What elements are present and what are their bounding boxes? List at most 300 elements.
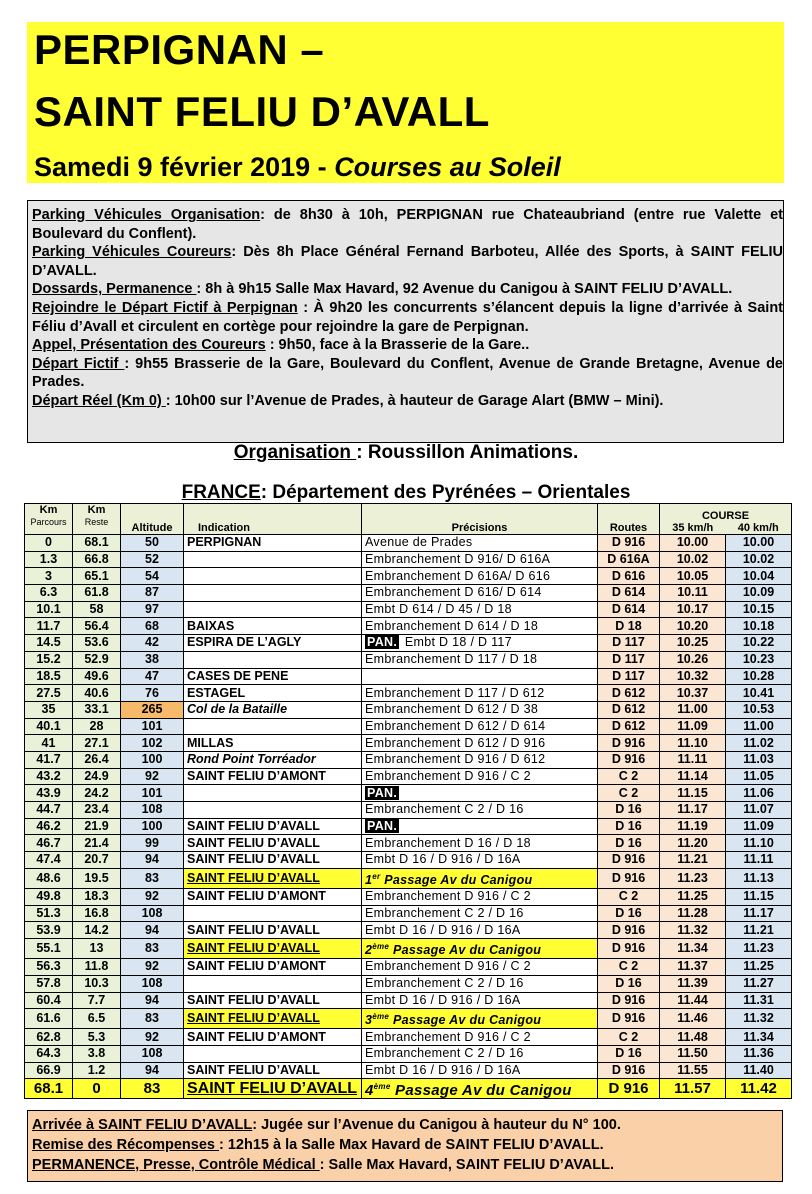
cell-precisions: [362, 668, 598, 685]
cell-route: D 916: [598, 1009, 660, 1029]
cell-km-parcours: 47.4: [25, 852, 73, 869]
cell-precisions: [362, 1046, 598, 1063]
cell-km-reste: 58: [73, 601, 121, 618]
cell-indication: [184, 568, 362, 585]
cell-route: D 614: [598, 585, 660, 602]
cell-time-35: 10.00: [660, 535, 726, 552]
cell-indication: SAINT FELIU D’AMONT: [184, 888, 362, 905]
cell-route: C 2: [598, 888, 660, 905]
cell-altitude: 50: [121, 535, 184, 552]
cell-km-parcours: 56.3: [25, 959, 73, 976]
info-text: : 10h00 sur l’Avenue de Prades, à hauteur de Garage Alart (BMW – Mini).: [165, 392, 664, 409]
header-km-top: Km: [39, 504, 58, 516]
cell-route: D 117: [598, 668, 660, 685]
cell-km-reste: 66.8: [73, 551, 121, 568]
table-row: [25, 635, 792, 652]
cell-km-reste: 11.8: [73, 959, 121, 976]
cell-route: D 117: [598, 651, 660, 668]
cell-km-reste: 21.4: [73, 835, 121, 852]
info-depart-reel: [32, 392, 783, 411]
info-text: : de 8h30 à 10h, PERPIGNAN rue Chateaubriand (entre rue Valette et Boulevard du Conflent).: [32, 207, 783, 242]
table-row: [25, 585, 792, 602]
table-row: [25, 535, 792, 552]
cell-km-parcours: 57.8: [25, 975, 73, 992]
cell-indication: Col de la Bataille: [184, 701, 362, 718]
info-text: : Dès 8h Place Général Fernand Barboteu, Allée des Sports, à SAINT FELIU D’AVALL.: [32, 244, 783, 279]
cell-altitude: 38: [121, 651, 184, 668]
cell-route: D 612: [598, 701, 660, 718]
cell-precisions: [362, 751, 598, 768]
precision-text: Embranchement C 2 / D 16: [365, 802, 524, 817]
table-row: [25, 868, 792, 888]
cell-time-40: 10.04: [726, 568, 792, 585]
cell-time-40: 11.36: [726, 1046, 792, 1063]
cell-km-parcours: 14.5: [25, 635, 73, 652]
cell-altitude: 92: [121, 888, 184, 905]
footer-permanence: [32, 1155, 782, 1175]
cell-precisions: [362, 735, 598, 752]
cell-time-40: 11.06: [726, 785, 792, 802]
cell-km-parcours: 10.1: [25, 601, 73, 618]
cell-precisions: [362, 852, 598, 869]
cell-time-35: 11.50: [660, 1046, 726, 1063]
info-text: : 9h50, face à la Brasserie de la Gare..: [265, 337, 530, 354]
table-row: [25, 905, 792, 922]
precision-text: Embranchement D 916 / C 2: [365, 768, 531, 783]
cell-km-parcours: 27.5: [25, 685, 73, 702]
footer-text: : Salle Max Havard, SAINT FELIU D’AVALL.: [319, 1157, 615, 1173]
passage-number: 4: [365, 1082, 374, 1099]
table-row: [25, 568, 792, 585]
cell-indication: SAINT FELIU D’AVALL: [184, 818, 362, 835]
cell-km-reste: 27.1: [73, 735, 121, 752]
info-appel: [32, 336, 783, 355]
cell-km-parcours: 46.7: [25, 835, 73, 852]
cell-precisions: [362, 785, 598, 802]
info-parking-organisation: [32, 206, 783, 243]
cell-altitude: 101: [121, 718, 184, 735]
table-row: [25, 768, 792, 785]
cell-route: D 612: [598, 718, 660, 735]
cell-time-40: 11.32: [726, 1009, 792, 1029]
cell-indication: SAINT FELIU D’AVALL: [184, 992, 362, 1009]
info-text: : 9h55 Brasserie de la Gare, Boulevard du Conflent, Avenue de Grande Bretagne, Avenue de Prades.: [32, 355, 783, 391]
cell-indication: SAINT FELIU D’AVALL: [184, 852, 362, 869]
cell-indication: BAIXAS: [184, 618, 362, 635]
cell-time-40: 11.34: [726, 1029, 792, 1046]
table-row: [25, 818, 792, 835]
cell-km-parcours: 44.7: [25, 802, 73, 819]
cell-route: D 612: [598, 685, 660, 702]
precision-text: Embranchement C 2 / D 16: [365, 1046, 524, 1061]
cell-altitude: 83: [121, 938, 184, 958]
cell-time-40: 11.40: [726, 1062, 792, 1079]
cell-indication: SAINT FELIU D’AMONT: [184, 959, 362, 976]
cell-km-reste: 23.4: [73, 802, 121, 819]
title-line-1: PERPIGNAN –: [34, 26, 325, 73]
info-label: Départ Réel (Km 0): [32, 392, 166, 409]
cell-km-parcours: 49.8: [25, 888, 73, 905]
cell-time-40: 10.23: [726, 651, 792, 668]
cell-km-parcours: 18.5: [25, 668, 73, 685]
cell-time-40: 11.21: [726, 922, 792, 939]
cell-km-reste: 33.1: [73, 701, 121, 718]
cell-time-40: 10.28: [726, 668, 792, 685]
cell-km-reste: 26.4: [73, 751, 121, 768]
table-row: [25, 852, 792, 869]
cell-altitude: 92: [121, 1029, 184, 1046]
cell-km-reste: 18.3: [73, 888, 121, 905]
cell-indication: MILLAS: [184, 735, 362, 752]
cell-precisions: [362, 701, 598, 718]
cell-km-parcours: 6.3: [25, 585, 73, 602]
cell-route: D 916: [598, 1062, 660, 1079]
cell-indication: [184, 601, 362, 618]
info-label: Appel, Présentation des Coureurs: [32, 337, 266, 354]
cell-km-parcours: 43.9: [25, 785, 73, 802]
cell-time-35: 11.23: [660, 868, 726, 888]
cell-altitude: 76: [121, 685, 184, 702]
cell-km-reste: 65.1: [73, 568, 121, 585]
cell-time-40: 11.42: [726, 1079, 792, 1099]
cell-time-35: 11.15: [660, 785, 726, 802]
header-40kmh: 40 km/h: [737, 522, 779, 534]
cell-km-parcours: 62.8: [25, 1029, 73, 1046]
cell-time-40: 11.15: [726, 888, 792, 905]
cell-precisions: [362, 1079, 598, 1099]
cell-indication: SAINT FELIU D’AVALL: [184, 1079, 362, 1099]
cell-km-reste: 53.6: [73, 635, 121, 652]
info-depart-fictif: [32, 355, 783, 392]
cell-km-parcours: 41.7: [25, 751, 73, 768]
cell-time-40: 11.05: [726, 768, 792, 785]
cell-altitude: 42: [121, 635, 184, 652]
header-reste: Reste: [84, 517, 109, 527]
cell-time-35: 11.14: [660, 768, 726, 785]
cell-precisions: [362, 1062, 598, 1079]
info-box: [27, 200, 784, 443]
precision-text: Embranchement D 616A/ D 616: [365, 568, 551, 583]
table-header-row: [25, 504, 792, 535]
cell-time-40: 11.31: [726, 992, 792, 1009]
info-label: Parking Véhicules Coureurs: [32, 244, 232, 261]
cell-altitude: 52: [121, 551, 184, 568]
table-row: [25, 618, 792, 635]
cell-precisions: [362, 992, 598, 1009]
cell-indication: SAINT FELIU D’AVALL: [184, 938, 362, 958]
footer-text: : Jugée sur l’Avenue du Canigou à hauteur du N° 100.: [252, 1117, 621, 1133]
cell-time-35: 10.26: [660, 651, 726, 668]
header-km-parcours: [25, 504, 73, 535]
departement-text: : Département des Pyrénées – Orientales: [260, 482, 631, 503]
header-km-reste: [73, 504, 121, 535]
cell-indication: SAINT FELIU D’AVALL: [184, 868, 362, 888]
route-table: [24, 503, 792, 1099]
cell-km-reste: 52.9: [73, 651, 121, 668]
cell-route: D 916: [598, 735, 660, 752]
cell-altitude: 108: [121, 802, 184, 819]
cell-time-35: 10.37: [660, 685, 726, 702]
cell-route: C 2: [598, 768, 660, 785]
passage-number: 3: [365, 1013, 373, 1028]
table-row: [25, 938, 792, 958]
cell-precisions: [362, 802, 598, 819]
organisation-text: : Roussillon Animations.: [356, 442, 579, 463]
cell-precisions: [362, 535, 598, 552]
table-row: [25, 601, 792, 618]
info-rejoindre: [32, 299, 783, 336]
cell-indication: Rond Point Torréador: [184, 751, 362, 768]
precision-text: Embt D 16 / D 916 / D 16A: [365, 852, 521, 867]
table-row: [25, 785, 792, 802]
cell-time-40: 11.13: [726, 868, 792, 888]
footer-text: : 12h15 à la Salle Max Havard de SAINT FELIU D’AVALL.: [218, 1137, 604, 1153]
cell-km-parcours: 41: [25, 735, 73, 752]
cell-km-reste: 49.6: [73, 668, 121, 685]
cell-precisions: [362, 959, 598, 976]
table-row: [25, 1046, 792, 1063]
cell-precisions: [362, 835, 598, 852]
passage-label: [365, 1082, 572, 1099]
cell-km-reste: 56.4: [73, 618, 121, 635]
header-indication: Indication: [184, 504, 362, 535]
table-row: [25, 922, 792, 939]
cell-indication: SAINT FELIU D’AVALL: [184, 922, 362, 939]
cell-precisions: [362, 585, 598, 602]
cell-precisions: [362, 568, 598, 585]
cell-time-40: 10.22: [726, 635, 792, 652]
cell-route: D 117: [598, 635, 660, 652]
cell-time-35: 11.00: [660, 701, 726, 718]
organisation-label: Organisation: [233, 442, 357, 463]
footer-label: Arrivée à SAINT FELIU D’AVALL: [32, 1117, 253, 1133]
cell-route: D 616A: [598, 551, 660, 568]
cell-altitude: 101: [121, 785, 184, 802]
cell-km-reste: 19.5: [73, 868, 121, 888]
precision-text: Embranchement D 612 / D 38: [365, 702, 539, 717]
table-row: [25, 992, 792, 1009]
cell-indication: ESPIRA DE L’AGLY: [184, 635, 362, 652]
cell-time-35: 11.55: [660, 1062, 726, 1079]
cell-km-reste: 1.2: [73, 1062, 121, 1079]
precision-text: Embt D 16 / D 916 / D 16A: [365, 922, 521, 937]
cell-indication: [184, 651, 362, 668]
cell-altitude: 47: [121, 668, 184, 685]
cell-time-40: 11.00: [726, 718, 792, 735]
cell-route: D 916: [598, 751, 660, 768]
cell-time-35: 11.25: [660, 888, 726, 905]
cell-km-reste: 14.2: [73, 922, 121, 939]
cell-route: D 916: [598, 922, 660, 939]
cell-precisions: [362, 818, 598, 835]
cell-precisions: [362, 888, 598, 905]
precision-text: Embt D 16 / D 916 / D 16A: [365, 1063, 521, 1078]
footer-label: Remise des Récompenses: [32, 1137, 219, 1153]
cell-altitude: 83: [121, 868, 184, 888]
cell-km-parcours: 11.7: [25, 618, 73, 635]
header-course-label: COURSE: [701, 510, 750, 522]
cell-indication: SAINT FELIU D’AVALL: [184, 1062, 362, 1079]
cell-km-parcours: 46.2: [25, 818, 73, 835]
table-row: [25, 888, 792, 905]
cell-km-reste: 61.8: [73, 585, 121, 602]
cell-time-40: 10.00: [726, 535, 792, 552]
cell-time-35: 11.57: [660, 1079, 726, 1099]
cell-km-parcours: 35: [25, 701, 73, 718]
passage-suffix: ème: [372, 1012, 390, 1022]
cell-precisions: [362, 618, 598, 635]
cell-route: D 916: [598, 868, 660, 888]
organisation-line: [0, 442, 812, 464]
cell-route: C 2: [598, 785, 660, 802]
cell-km-reste: 5.3: [73, 1029, 121, 1046]
cell-indication: [184, 585, 362, 602]
cell-time-35: 10.11: [660, 585, 726, 602]
cell-time-35: 10.05: [660, 568, 726, 585]
cell-altitude: 100: [121, 751, 184, 768]
cell-time-40: 11.11: [726, 852, 792, 869]
cell-indication: SAINT FELIU D’AVALL: [184, 835, 362, 852]
header-km2-top: Km: [87, 504, 106, 516]
table-row: [25, 1009, 792, 1029]
cell-km-reste: 7.7: [73, 992, 121, 1009]
cell-route: D 16: [598, 1046, 660, 1063]
passage-suffix: ème: [373, 1082, 391, 1092]
title-line-3: [34, 150, 561, 184]
passage-text: Passage Av du Canigou: [392, 1013, 542, 1028]
cell-km-parcours: 64.3: [25, 1046, 73, 1063]
table-row: [25, 1062, 792, 1079]
header-precisions: Précisions: [362, 504, 598, 535]
precision-text: Embranchement D 16 / D 18: [365, 835, 531, 850]
cell-time-35: 11.28: [660, 905, 726, 922]
cell-time-40: 11.23: [726, 938, 792, 958]
cell-km-reste: 10.3: [73, 975, 121, 992]
precision-text: Embt D 18 / D 117: [401, 635, 512, 650]
cell-altitude: 54: [121, 568, 184, 585]
precision-text: Embranchement D 916 / D 612: [365, 752, 546, 767]
passage-suffix: er: [372, 871, 381, 881]
cell-indication: PERPIGNAN: [184, 535, 362, 552]
cell-km-parcours: 0: [25, 535, 73, 552]
precision-text: Embranchement D 117 / D 18: [365, 652, 538, 667]
precision-text: Embt D 614 / D 45 / D 18: [365, 602, 512, 617]
precision-text: Embranchement D 614 / D 18: [365, 618, 539, 633]
cell-time-35: 11.39: [660, 975, 726, 992]
cell-km-reste: 21.9: [73, 818, 121, 835]
cell-km-parcours: 51.3: [25, 905, 73, 922]
table-row: [25, 735, 792, 752]
precision-text: Embranchement C 2 / D 16: [365, 976, 524, 991]
precision-text: Embranchement D 916/ D 616A: [365, 552, 551, 567]
header-parcours: Parcours: [30, 517, 67, 527]
header-35kmh: 35 km/h: [672, 522, 714, 534]
cell-km-parcours: 55.1: [25, 938, 73, 958]
cell-time-40: 10.41: [726, 685, 792, 702]
cell-km-parcours: 15.2: [25, 651, 73, 668]
passage-text: Passage Av du Canigou: [392, 943, 542, 958]
cell-km-reste: 16.8: [73, 905, 121, 922]
cell-altitude: 94: [121, 992, 184, 1009]
cell-time-40: 11.02: [726, 735, 792, 752]
cell-altitude: 92: [121, 768, 184, 785]
cell-km-parcours: 53.9: [25, 922, 73, 939]
passage-number: 2: [365, 943, 373, 958]
cell-altitude: 94: [121, 1062, 184, 1079]
precision-text: Embranchement D 612 / D 614: [365, 718, 546, 733]
cell-precisions: [362, 551, 598, 568]
departement-line: [0, 482, 812, 504]
cell-altitude: 83: [121, 1079, 184, 1099]
footer-box: [27, 1110, 783, 1182]
cell-precisions: [362, 601, 598, 618]
footer-recompenses: [32, 1135, 782, 1155]
cell-precisions: [362, 1029, 598, 1046]
precision-text: Embranchement D 916 / C 2: [365, 889, 531, 904]
cell-precisions: [362, 938, 598, 958]
cell-time-35: 11.17: [660, 802, 726, 819]
passage-suffix: ème: [372, 941, 390, 951]
cell-altitude: 94: [121, 922, 184, 939]
table-row: [25, 802, 792, 819]
cell-precisions: [362, 922, 598, 939]
cell-km-reste: 40.6: [73, 685, 121, 702]
footer-arrivee: [32, 1115, 782, 1135]
cell-km-reste: 0: [73, 1079, 121, 1099]
cell-indication: [184, 975, 362, 992]
cell-time-40: 10.09: [726, 585, 792, 602]
precision-text: Embranchement D 117 / D 612: [365, 685, 545, 700]
cell-altitude: 265: [121, 701, 184, 718]
cell-time-40: 10.02: [726, 551, 792, 568]
cell-km-parcours: 1.3: [25, 551, 73, 568]
table-row: [25, 551, 792, 568]
cell-route: C 2: [598, 1029, 660, 1046]
cell-route: D 16: [598, 802, 660, 819]
cell-indication: [184, 802, 362, 819]
cell-altitude: 99: [121, 835, 184, 852]
cell-indication: SAINT FELIU D’AMONT: [184, 768, 362, 785]
cell-altitude: 97: [121, 601, 184, 618]
cell-time-35: 11.46: [660, 1009, 726, 1029]
table-row: [25, 975, 792, 992]
cell-altitude: 92: [121, 959, 184, 976]
cell-km-parcours: 3: [25, 568, 73, 585]
cell-time-40: 11.09: [726, 818, 792, 835]
cell-time-40: 11.10: [726, 835, 792, 852]
cell-time-35: 11.34: [660, 938, 726, 958]
cell-time-35: 11.37: [660, 959, 726, 976]
passage-label: [365, 1013, 541, 1027]
cell-altitude: 100: [121, 818, 184, 835]
cell-time-35: 11.10: [660, 735, 726, 752]
cell-route: D 616: [598, 568, 660, 585]
cell-route: D 18: [598, 618, 660, 635]
cell-km-parcours: 60.4: [25, 992, 73, 1009]
cell-km-reste: 20.7: [73, 852, 121, 869]
cell-km-parcours: 43.2: [25, 768, 73, 785]
cell-precisions: [362, 635, 598, 652]
cell-route: D 614: [598, 601, 660, 618]
cell-time-35: 10.20: [660, 618, 726, 635]
cell-route: D 16: [598, 905, 660, 922]
cell-time-35: 10.17: [660, 601, 726, 618]
cell-indication: [184, 718, 362, 735]
cell-altitude: 68: [121, 618, 184, 635]
precision-text: Embranchement D 616/ D 614: [365, 585, 542, 600]
cell-time-40: 11.17: [726, 905, 792, 922]
precision-text: Embranchement D 916 / C 2: [365, 959, 531, 974]
